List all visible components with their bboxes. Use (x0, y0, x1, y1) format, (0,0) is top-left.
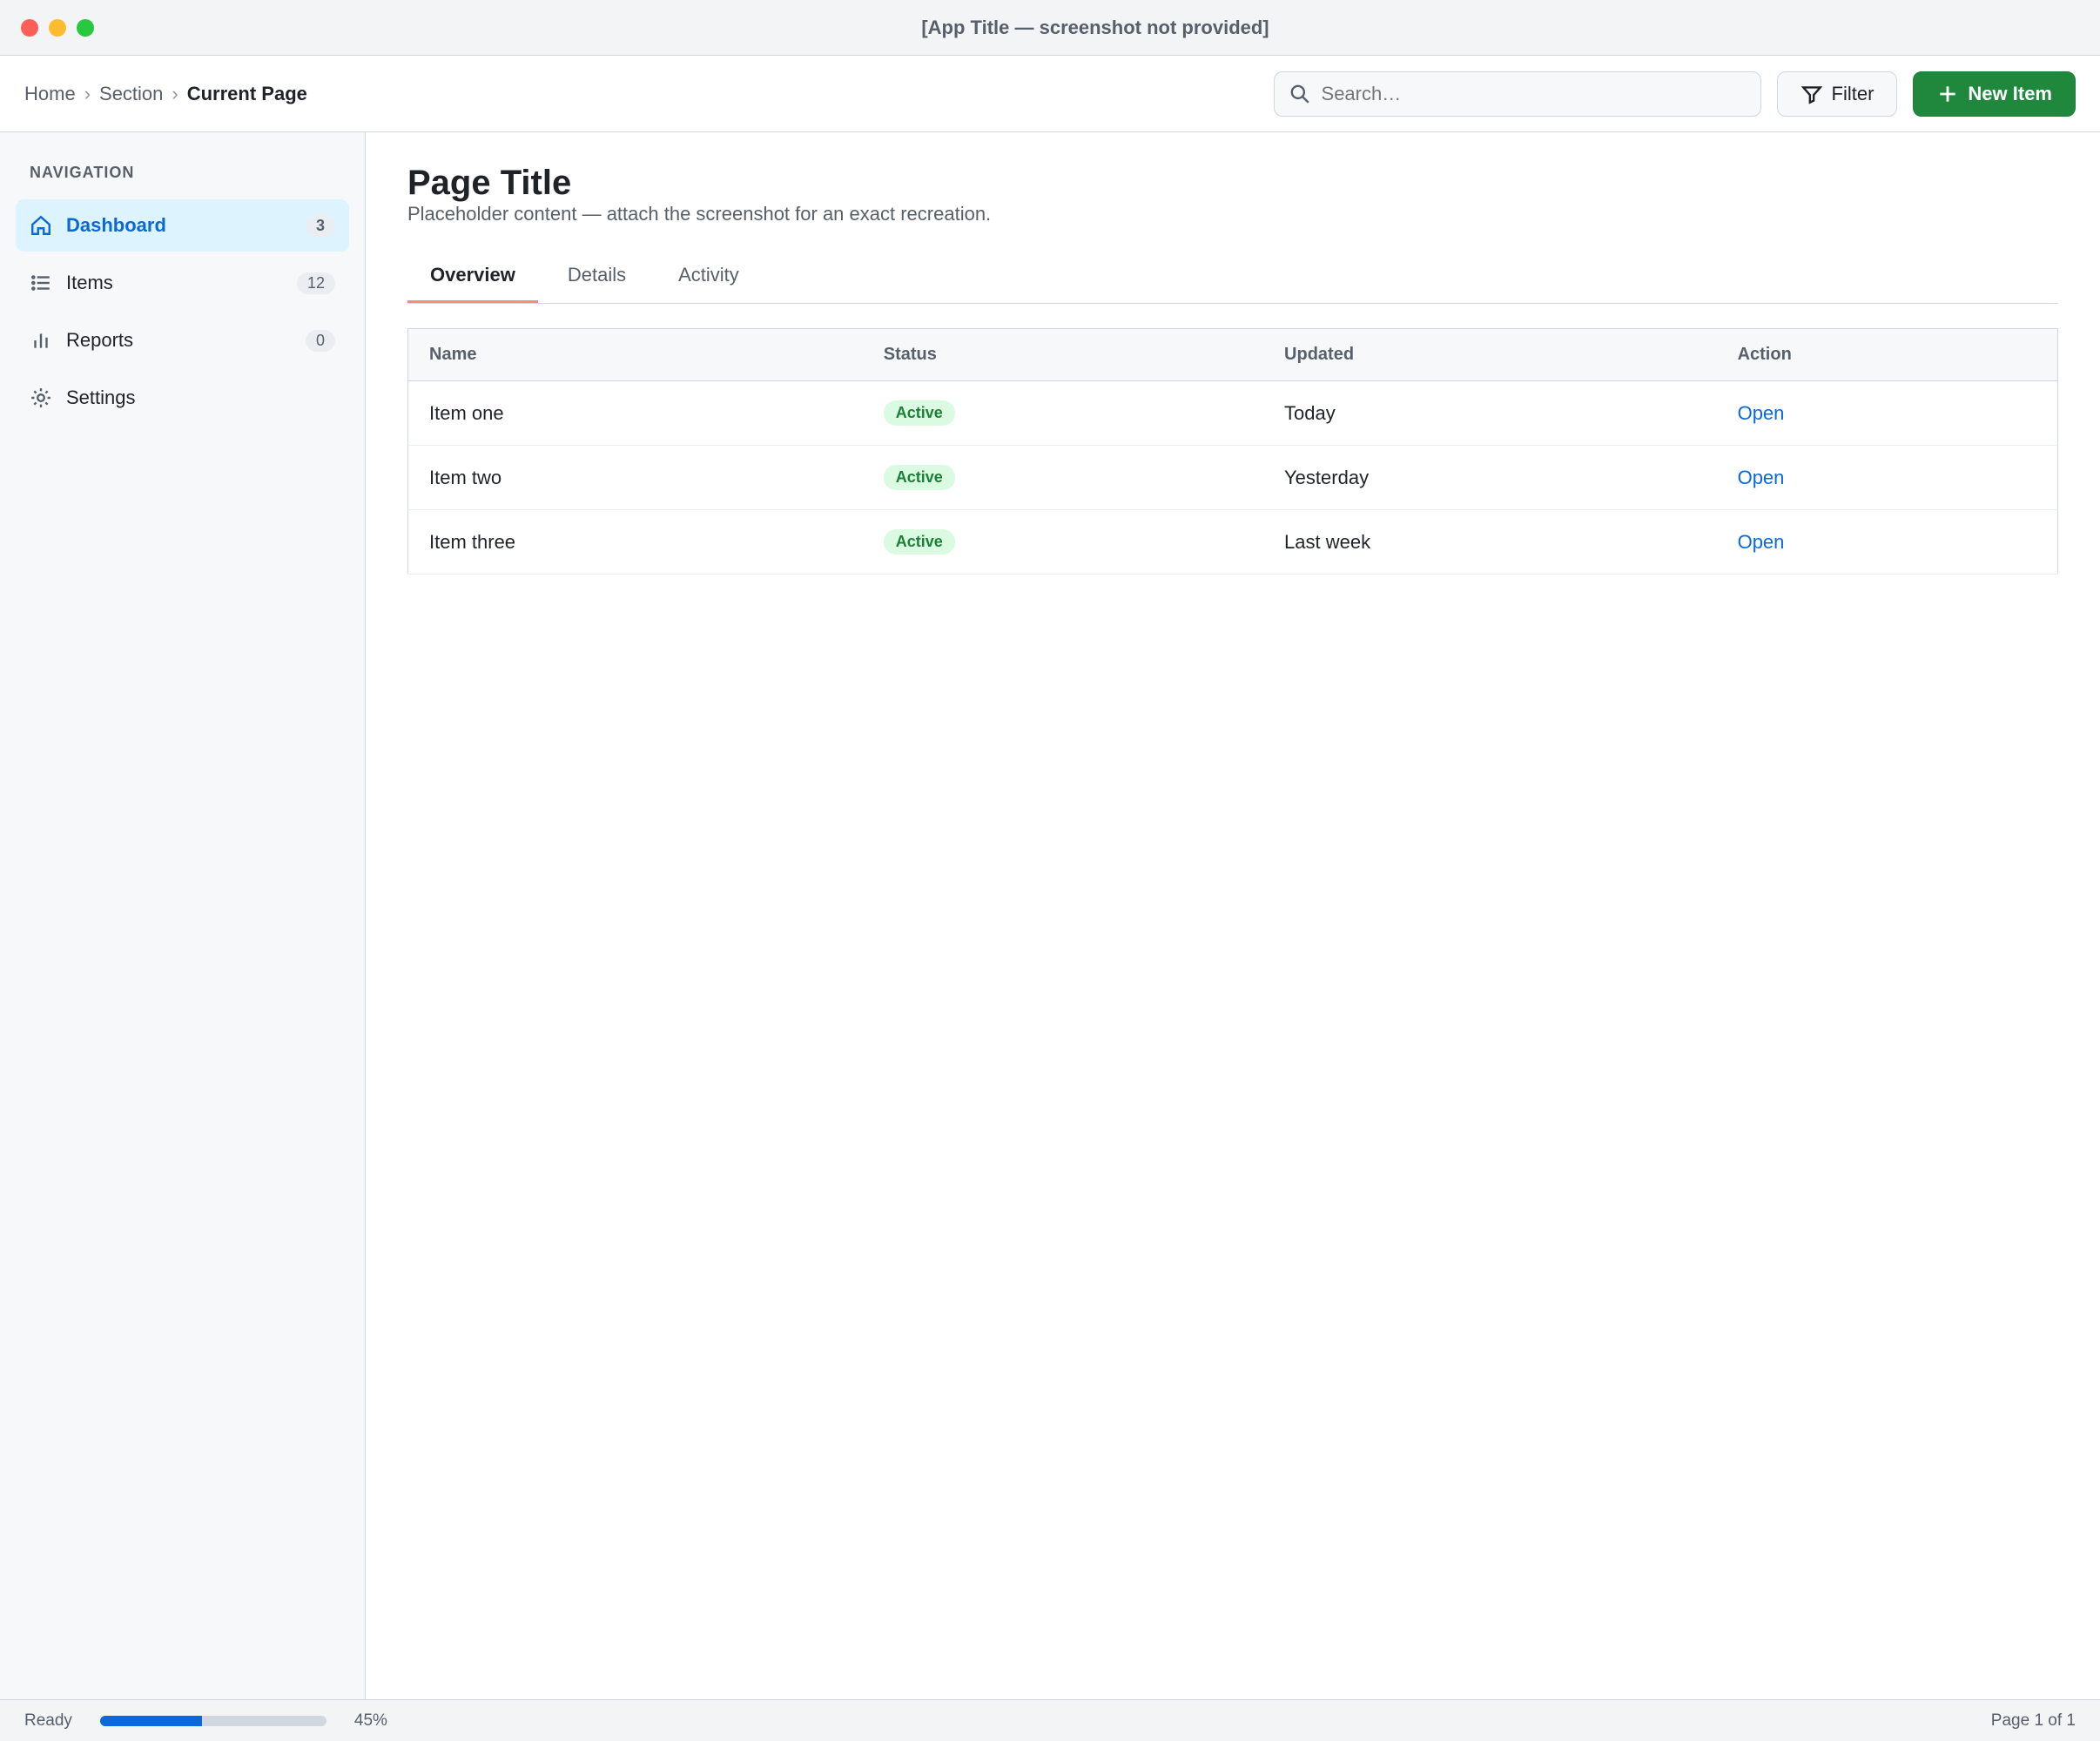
main-panel (366, 132, 2100, 1699)
page-header (407, 164, 2058, 225)
progress-label: 45% (353, 1711, 387, 1730)
table-header-row (408, 329, 2058, 381)
home-icon (30, 214, 52, 237)
title-bar (0, 0, 2100, 56)
breadcrumb-item-0[interactable]: Home (24, 82, 76, 104)
column-header[interactable]: Name (408, 329, 863, 381)
cell-updated: Yesterday (1263, 446, 1717, 510)
chevron-right-icon: › (84, 82, 91, 104)
column-header[interactable]: Updated (1263, 329, 1717, 381)
page-indicator: Page 1 of 1 (1990, 1711, 2076, 1730)
table-row[interactable] (408, 381, 2058, 446)
new-item-button[interactable] (1913, 71, 2076, 117)
content-area (0, 132, 2100, 1699)
window-controls (21, 19, 94, 37)
sidebar-item-label: Reports (66, 329, 134, 351)
cell-name: Item three (408, 510, 863, 575)
minimize-window-button[interactable] (49, 19, 66, 37)
filter-icon (1800, 83, 1823, 105)
page-subtitle: Placeholder content — attach the screenshot for an exact recreation. (407, 203, 992, 225)
progress-fill (100, 1716, 202, 1726)
breadcrumb-item-1[interactable]: Section (99, 82, 164, 104)
cell-name: Item two (408, 446, 863, 510)
table-row[interactable] (408, 510, 2058, 575)
table-row[interactable] (408, 446, 2058, 510)
window-title: [App Title — screenshot not provided] (921, 16, 1269, 38)
data-table (407, 328, 2058, 575)
chevron-right-icon: › (172, 82, 178, 104)
sidebar-heading: NAVIGATION (30, 164, 135, 181)
search-icon (1289, 83, 1311, 105)
plus-icon (1936, 83, 1959, 105)
tab-details[interactable]: Details (567, 264, 627, 286)
status-bar (0, 1699, 2100, 1741)
close-window-button[interactable] (21, 19, 38, 37)
column-header: Action (1717, 329, 2058, 381)
breadcrumb (24, 83, 307, 105)
tab-bar (407, 250, 2058, 304)
page-title: Page Title (407, 164, 572, 202)
toolbar (0, 56, 2100, 132)
sidebar-item-settings[interactable] (16, 372, 349, 424)
sidebar-item-items[interactable] (16, 257, 349, 309)
sidebar-item-count: 0 (306, 330, 335, 352)
maximize-window-button[interactable] (77, 19, 94, 37)
status-text: Ready (24, 1711, 72, 1730)
sidebar-item-label: Settings (66, 387, 136, 408)
sidebar-item-count: 12 (297, 272, 335, 294)
column-header[interactable]: Status (863, 329, 1263, 381)
list-icon (30, 272, 52, 294)
sidebar-item-dashboard[interactable] (16, 199, 349, 252)
search-box[interactable] (1274, 71, 1761, 117)
row-open-link[interactable]: Open (1717, 510, 2058, 575)
filter-button[interactable] (1777, 71, 1898, 117)
sidebar-item-reports[interactable] (16, 314, 349, 366)
sidebar (0, 132, 366, 1699)
status-badge: Active (884, 400, 955, 426)
row-open-link[interactable]: Open (1717, 446, 2058, 510)
gear-icon (30, 387, 52, 409)
bar-chart-icon (30, 329, 52, 352)
status-badge: Active (884, 529, 955, 555)
sidebar-item-label: Dashboard (66, 214, 166, 236)
sidebar-item-label: Items (66, 272, 113, 293)
cell-updated: Today (1263, 381, 1717, 446)
sidebar-item-count: 3 (306, 215, 335, 237)
row-open-link[interactable]: Open (1717, 381, 2058, 446)
filter-button-label: Filter (1831, 82, 1875, 104)
cell-name: Item one (408, 381, 863, 446)
cell-updated: Last week (1263, 510, 1717, 575)
tab-activity[interactable]: Activity (678, 264, 739, 286)
tab-overview[interactable]: Overview (407, 250, 538, 303)
progress-bar (100, 1716, 326, 1726)
search-input[interactable] (1322, 83, 1747, 105)
status-badge: Active (884, 465, 955, 490)
breadcrumb-item-current: Current Page (186, 82, 307, 104)
new-item-button-label: New Item (1968, 82, 2052, 104)
